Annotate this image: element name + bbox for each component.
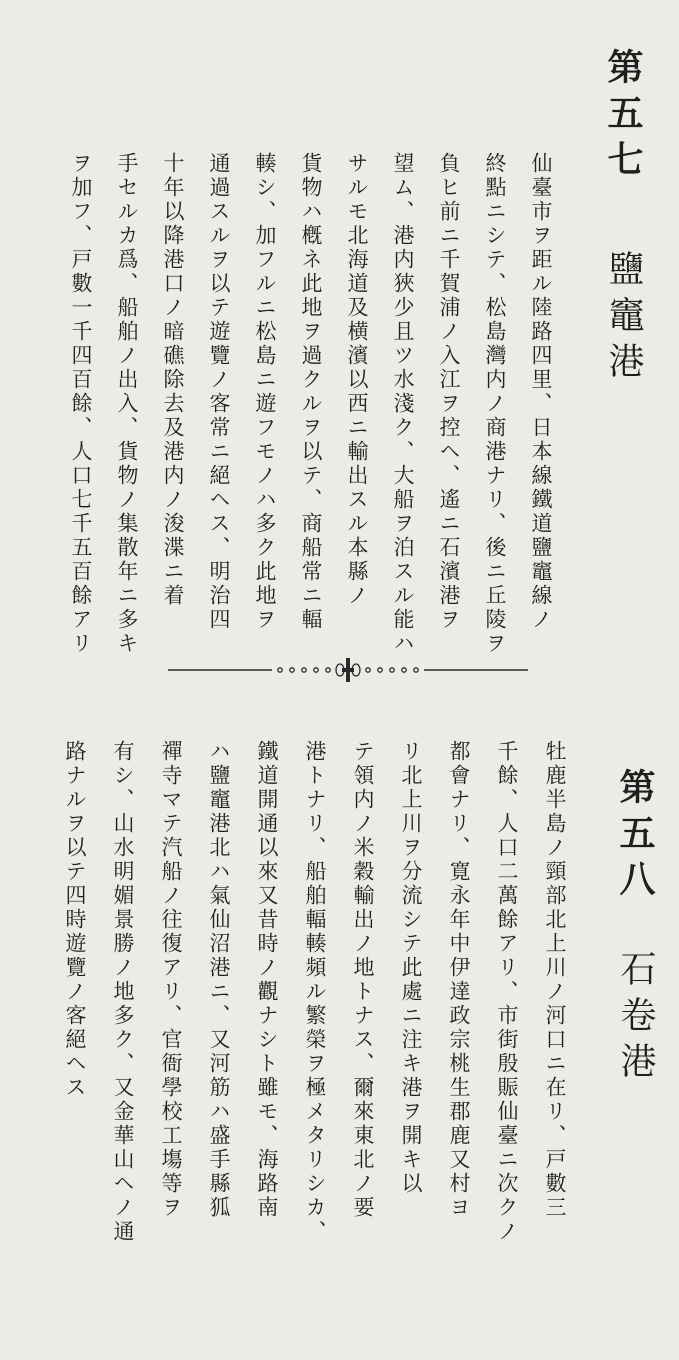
- section-58-column-8: ハ鹽竈港北ハ氣仙沼港ニ、又河筋ハ盛手縣狐: [207, 740, 231, 1220]
- section-57-column-4: 望ム、港内狹少且ツ水淺ク、大船ヲ泊スル能ハ: [391, 152, 415, 656]
- ornamental-divider: [168, 656, 528, 684]
- section-58-column-6: 港トナリ、船舶輻輳頻ル繁榮ヲ極メタリシカ、: [303, 740, 327, 1244]
- section-57-column-9: 十年以降港口ノ暗礁除去及港内ノ浚渫ニ着: [161, 152, 185, 608]
- section-58-column-4: リ北上川ヲ分流シテ此處ニ注キ港ヲ開キ以: [399, 740, 423, 1196]
- section-58-column-11: 路ナルヲ以テ四時遊覽ノ客絕ヘス: [63, 740, 87, 1100]
- section-57: [0, 0, 679, 656]
- section-57-column-1: 仙臺市ヲ距ル陸路四里、日本線鐵道鹽竈線ノ: [529, 152, 553, 632]
- section-58-column-9: 禪寺マテ汽船ノ往復アリ、官衙學校工塲等ヲ: [159, 740, 183, 1220]
- section-57-column-10: 手セルカ爲、船舶ノ出入、貨物ノ集散年ニ多キ: [115, 152, 139, 656]
- section-58-title: 石卷港: [615, 950, 656, 1088]
- section-57-number: 第五七: [602, 48, 644, 186]
- section-58-column-1: 牡鹿半島ノ頸部北上川ノ河口ニ在リ、戸數三: [543, 740, 567, 1220]
- section-57-column-5: サルモ北海道及横濱以西ニ輸出スル本縣ノ: [345, 152, 369, 608]
- section-58-number: 第五八: [614, 768, 656, 906]
- section-58-column-10: 有シ、山水明媚景勝ノ地多ク、又金華山ヘノ通: [111, 740, 135, 1244]
- section-57-title: 鹽竈港: [603, 250, 644, 388]
- section-58: [0, 700, 679, 1360]
- section-58-column-2: 千餘、人口二萬餘アリ、市街殷賑仙臺ニ次クノ: [495, 740, 519, 1244]
- section-57-column-3: 負ヒ前ニ千賀浦ノ入江ヲ控ヘ、遙ニ石濱港ヲ: [437, 152, 461, 632]
- section-57-column-11: ヲ加フ、戸數一千四百餘、人口七千五百餘アリ: [69, 152, 93, 656]
- section-58-column-7: 鐵道開通以來又昔時ノ觀ナシト雖モ、海路南: [255, 740, 279, 1220]
- section-58-column-5: テ領内ノ米穀輸出ノ地トナス、爾來東北ノ要: [351, 740, 375, 1220]
- section-57-column-2: 終點ニシテ、松島灣内ノ商港ナリ、後ニ丘陵ヲ: [483, 152, 507, 656]
- section-57-column-8: 通過スルヲ以テ遊覽ノ客常ニ絕ヘス、明治四: [207, 152, 231, 632]
- section-58-column-3: 都會ナリ、寛永年中伊達政宗桃生郡鹿又村ヨ: [447, 740, 471, 1220]
- section-57-column-6: 貨物ハ槪ネ此地ヲ過クルヲ以テ、商船常ニ輻: [299, 152, 323, 632]
- section-57-column-7: 輳シ、加フルニ松島ニ遊フモノハ多ク此地ヲ: [253, 152, 277, 632]
